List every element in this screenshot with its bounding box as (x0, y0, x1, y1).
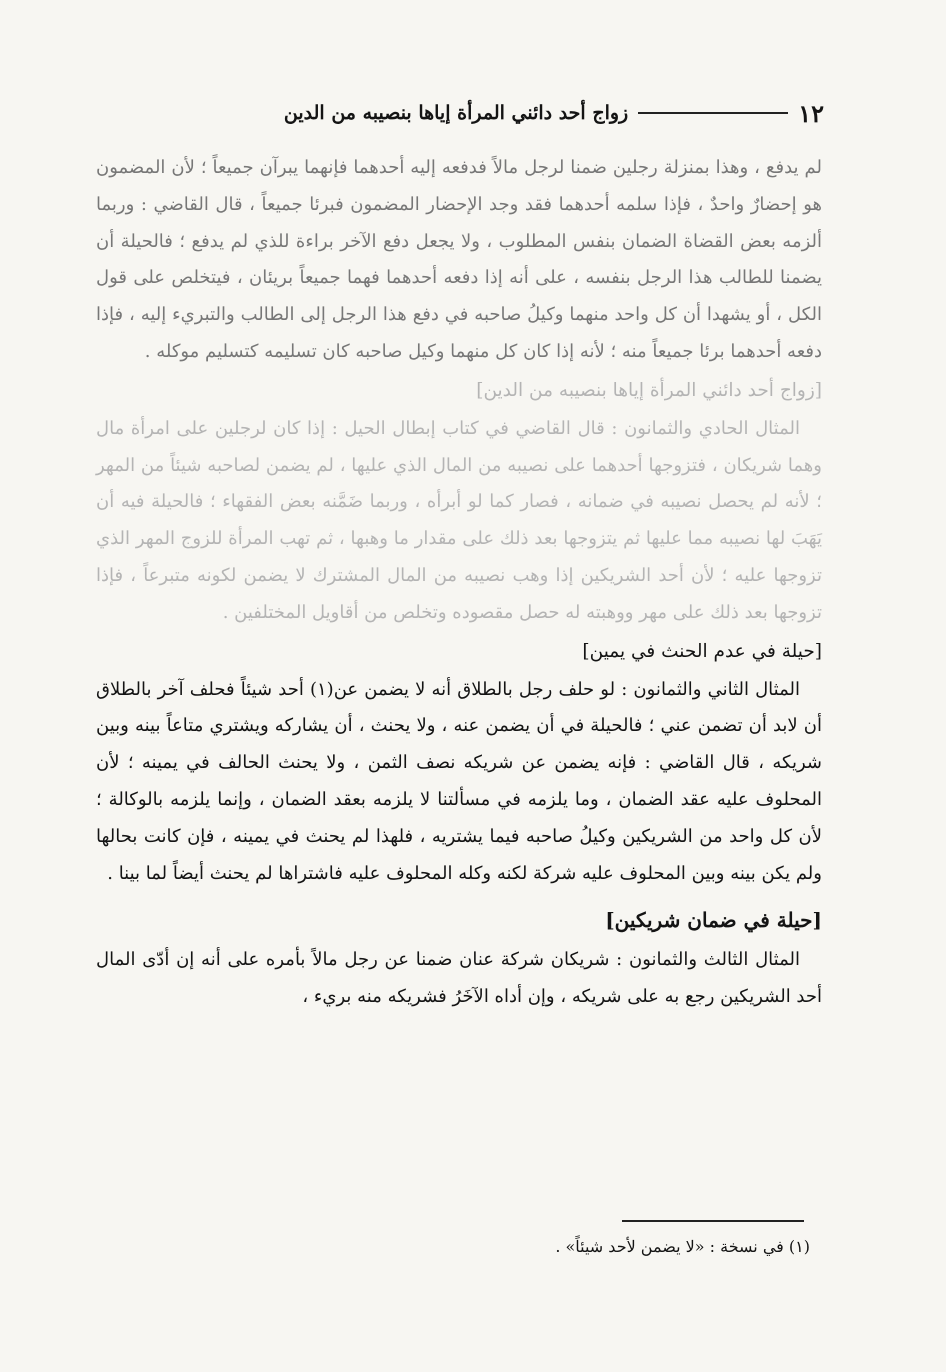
footnote-rule (622, 1220, 804, 1222)
paragraph-continued: لم يدفع ، وهذا بمنزلة رجلين ضمنا لرجل مالاً فدفعه إليه أحدهما فإنهما يبرآن جميعاً ؛ لأن المضمون هو إحضارٌ واحدٌ ، فإذا سلمه أحدهما فقد وجد الإحضار المضمون فبرئا جميعاً ، قال القاضي : وربما ألزمه بعض القضاة الضمان بنفس المطلوب ، ولا يجعل دفع الآخر براءة للذي لم يدفع ؛ فالحيلة أن يضمنا للطالب هذا الرجل بنفسه ، على أنه إذا دفعه أحدهما فهما جميعاً بريئان ، فيتخلص على قول الكل ، أو يشهدا أن كل واحد منهما وكيلُ صاحبه في دفع هذا الرجل إلى الطالب والتبريء إليه ، فإذا دفعه أحدهما برئا جميعاً منه ؛ لأنه إذا كان كل منهما وكيل صاحبه كان تسليمه كتسليم موكله . (96, 157, 822, 362)
page-number: ١٢ (798, 98, 824, 128)
paragraph-example-81: المثال الحادي والثمانون : قال القاضي في كتاب إبطال الحيل : إذا كان لرجلين على امرأة مال وهما شريكان ، فتزوجها أحدهما على نصيبه من المال الذي عليها ، لم يضمن لصاحبه شيئاً من المهر ؛ لأنه لم يحصل نصيبه في ضمانه ، فصار كما لو أبرأه ، وربما ضَمَّنه بعض الفقهاء ؛ فالحيلة فيه أن يَهَبَ لها نصيبه مما عليها ثم يتزوجها بعد ذلك على مقدار ما وهبها ، ثم تهب المرأة للزوج المهر الذي تزوجها عليه ؛ لأن أحد الشريكين إذا وهب نصيبه من المال المشترك لا يضمن لكونه متبرعاً ، فإذا تزوجها بعد ذلك على مهر ووهبته له حصل مقصوده وتخلص من أقاويل المختلفين . (96, 417, 822, 623)
header-rule (638, 112, 788, 114)
page-body (96, 150, 822, 1016)
footnote: (١) في نسخة : «لا يضمن لأحد شيئاً» . (555, 1237, 810, 1256)
section-heading-marriage: [زواج أحد دائني المرأة إياها بنصيبه من الدين] (476, 379, 822, 401)
section-heading-oath: [حيلة في عدم الحنث في يمين] (582, 640, 822, 662)
paragraph-example-83: المثال الثالث والثمانون : شريكان شركة عنان ضمنا عن رجل مالاً بأمره على أنه إن أدّى المال أحد الشريكين رجع به على شريكه ، وإن أداه الآخَرُ فشريكه منه بريء ، (96, 949, 822, 1008)
section-heading-guarantee: [حيلة في ضمان شريكين] (605, 908, 822, 933)
page-header (96, 96, 824, 130)
paragraph-example-82: المثال الثاني والثمانون : لو حلف رجل بالطلاق أنه لا يضمن عن(١) أحد شيئاً فحلف آخر بالطلاق أن لابد أن تضمن عني ؛ فالحيلة في أن يضمن عنه ، ولا يحنث ، أن يشاركه ويشتري متاعاً بينه وبين شريكه ، قال القاضي : فإنه يضمن عن شريكه نصف الثمن ، ولا يحنث الحالف في يمينه ؛ لأن المحلوف عليه عقد الضمان ، وما يلزمه في مسألتنا لا يلزمه بعقد الضمان ، وإنما يلزمه بالوكالة ؛ لأن كل واحد من الشريكين وكيلُ صاحبه فيما يشتريه ، فلهذا لم يحنث في يمينه ، فإن كانت بحالها ولم يكن بينه وبين المحلوف عليه شركة لكنه وكله المحلوف عليه فاشتراها لم يحنث أيضاً لما بينا . (96, 678, 822, 884)
running-title: زواج أحد دائني المرأة إياها بنصيبه من الدين (283, 102, 629, 124)
